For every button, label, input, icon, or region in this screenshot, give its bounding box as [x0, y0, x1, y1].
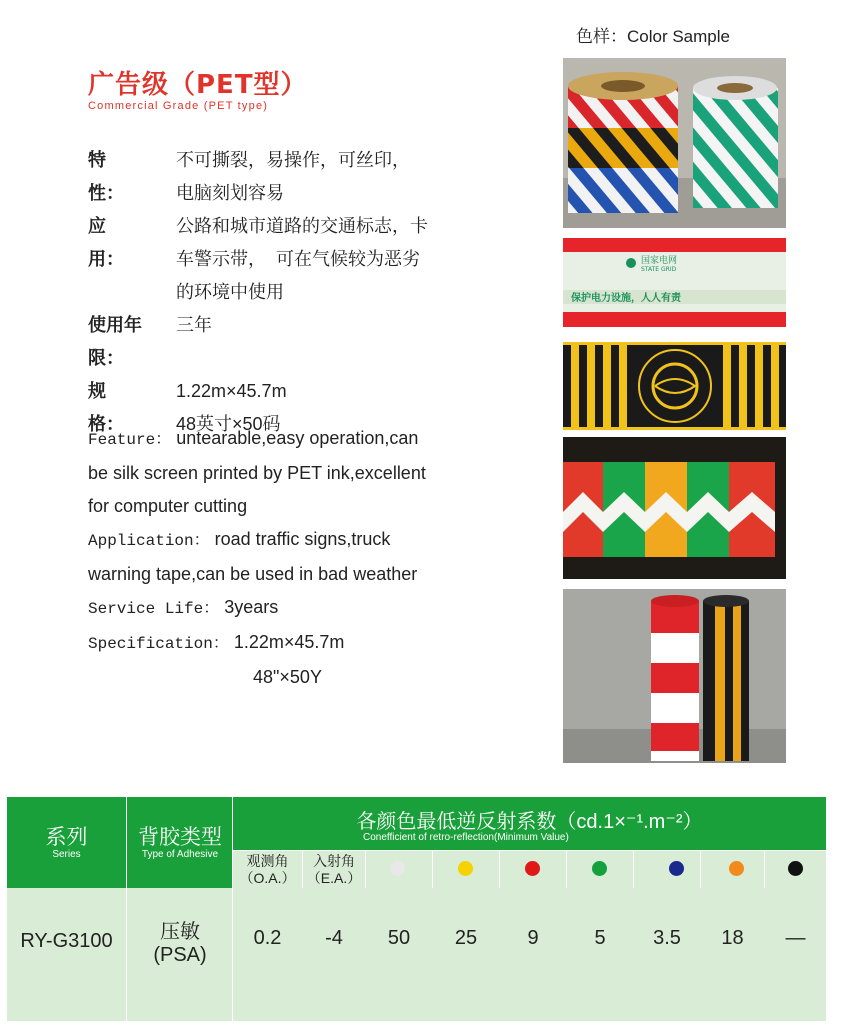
adhesive-header-en: Type of Adhesive [141, 849, 219, 860]
en-application-label: Application： [88, 532, 210, 550]
en-spec-label: Specification： [88, 635, 229, 653]
color-sample-caption: 色样：Color Sample [576, 27, 730, 46]
cn-specs [88, 144, 508, 441]
adhesive-en: (PSA) [153, 944, 207, 966]
retro-reflection-table [7, 797, 826, 1021]
cn-application-line: 公路和城市道路的交通标志，卡 [176, 216, 428, 236]
cn-spec-line: 48英寸×50码 [176, 414, 281, 434]
en-spec-line [88, 626, 528, 661]
cn-life-row [88, 309, 508, 375]
value-black: — [785, 927, 806, 949]
en-application-text: road traffic signs,truck [214, 529, 391, 549]
state-grid-seal-photo [563, 342, 786, 430]
en-application-line: warning tape,can be used in bad weather [88, 564, 418, 584]
color-dot-blue [669, 861, 684, 876]
en-life-line [88, 591, 528, 626]
banner-logo-text: 国家电网 [641, 256, 678, 266]
cn-spec-line: 1.22m×45.7m [176, 381, 287, 401]
cn-spec-label: 规 格： [88, 381, 142, 434]
en-feature-line [88, 422, 528, 457]
value-yellow: 25 [454, 927, 478, 949]
state-grid-banner-photo [563, 238, 786, 327]
banner-logo-en: STATE GRID [641, 266, 677, 273]
oa-header-cn: 观测角 [246, 853, 289, 869]
cn-application-row [88, 210, 508, 309]
color-dot-white [390, 861, 405, 876]
tape-rolls-photo [563, 58, 786, 228]
series-header-en: Series [52, 849, 81, 860]
cn-life-label: 使用年限： [88, 315, 142, 368]
ea-header-cn: 入射角 [313, 853, 355, 869]
color-dot-green [592, 861, 607, 876]
adhesive-cell [127, 915, 233, 967]
color-dot-red [525, 861, 540, 876]
cn-application-line: 的环境中使用 [176, 282, 284, 302]
value-green: 5 [594, 927, 606, 949]
ea-header [303, 853, 365, 887]
cn-feature-row [88, 144, 508, 210]
value-blue: 3.5 [653, 927, 681, 949]
value-white: 50 [387, 927, 411, 949]
series-cell: RY-G3100 [20, 930, 113, 952]
en-specs [88, 422, 528, 694]
coefficient-header-en: Conefficient of retro-reflection(Minimum Value) [363, 832, 569, 843]
page-title: 广告级（PET型） [88, 70, 308, 100]
oa-header-en: （O.A.） [239, 870, 296, 886]
en-spec-line: 48"×50Y [253, 667, 322, 687]
color-dot-orange [729, 861, 744, 876]
value-red: 9 [527, 927, 539, 949]
en-spec-value: 1.22m×45.7m [233, 632, 345, 652]
color-dot-yellow [458, 861, 473, 876]
oa-header [233, 853, 302, 887]
en-application-line [88, 523, 528, 558]
ea-cell: -4 [325, 927, 343, 949]
en-feature-line: for computer cutting [88, 496, 248, 516]
cn-feature-line: 电脑刻划容易 [176, 183, 284, 203]
banner-slogan: 保护电力设施，人人有责 [571, 293, 681, 304]
chevron-tape-photo [563, 437, 786, 579]
en-life-label: Service Life： [88, 600, 220, 618]
state-grid-logo-icon [626, 258, 636, 268]
cn-feature-line: 不可撕裂，易操作，可丝印， [176, 150, 410, 170]
value-orange: 18 [721, 927, 744, 949]
adhesive-header: 背胶类型 [138, 826, 222, 849]
page-subtitle: Commercial Grade (PET type) [88, 100, 269, 112]
ea-header-en: （E.A.） [306, 870, 362, 886]
cn-feature-label: 特 性： [88, 150, 142, 203]
standing-rolls-photo [563, 589, 786, 763]
cn-life-value: 三年 [176, 315, 212, 335]
series-header: 系列 [45, 826, 88, 849]
color-dot-black [788, 861, 803, 876]
en-life-value: 3years [224, 597, 279, 617]
adhesive-cn: 压敏 [160, 921, 200, 943]
en-feature-line: be silk screen printed by PET ink,excellent [88, 463, 426, 483]
en-feature-label: Feature： [88, 431, 172, 449]
en-feature-text: untearable,easy operation,can [176, 428, 419, 448]
oa-cell: 0.2 [253, 927, 282, 949]
cn-application-label: 应 用： [88, 216, 142, 269]
cn-application-line: 车警示带， 可在气候较为恶劣 [176, 249, 421, 269]
coefficient-header: 各颜色最低逆反射系数（cd.1×⁻¹.m⁻²） [356, 811, 703, 833]
